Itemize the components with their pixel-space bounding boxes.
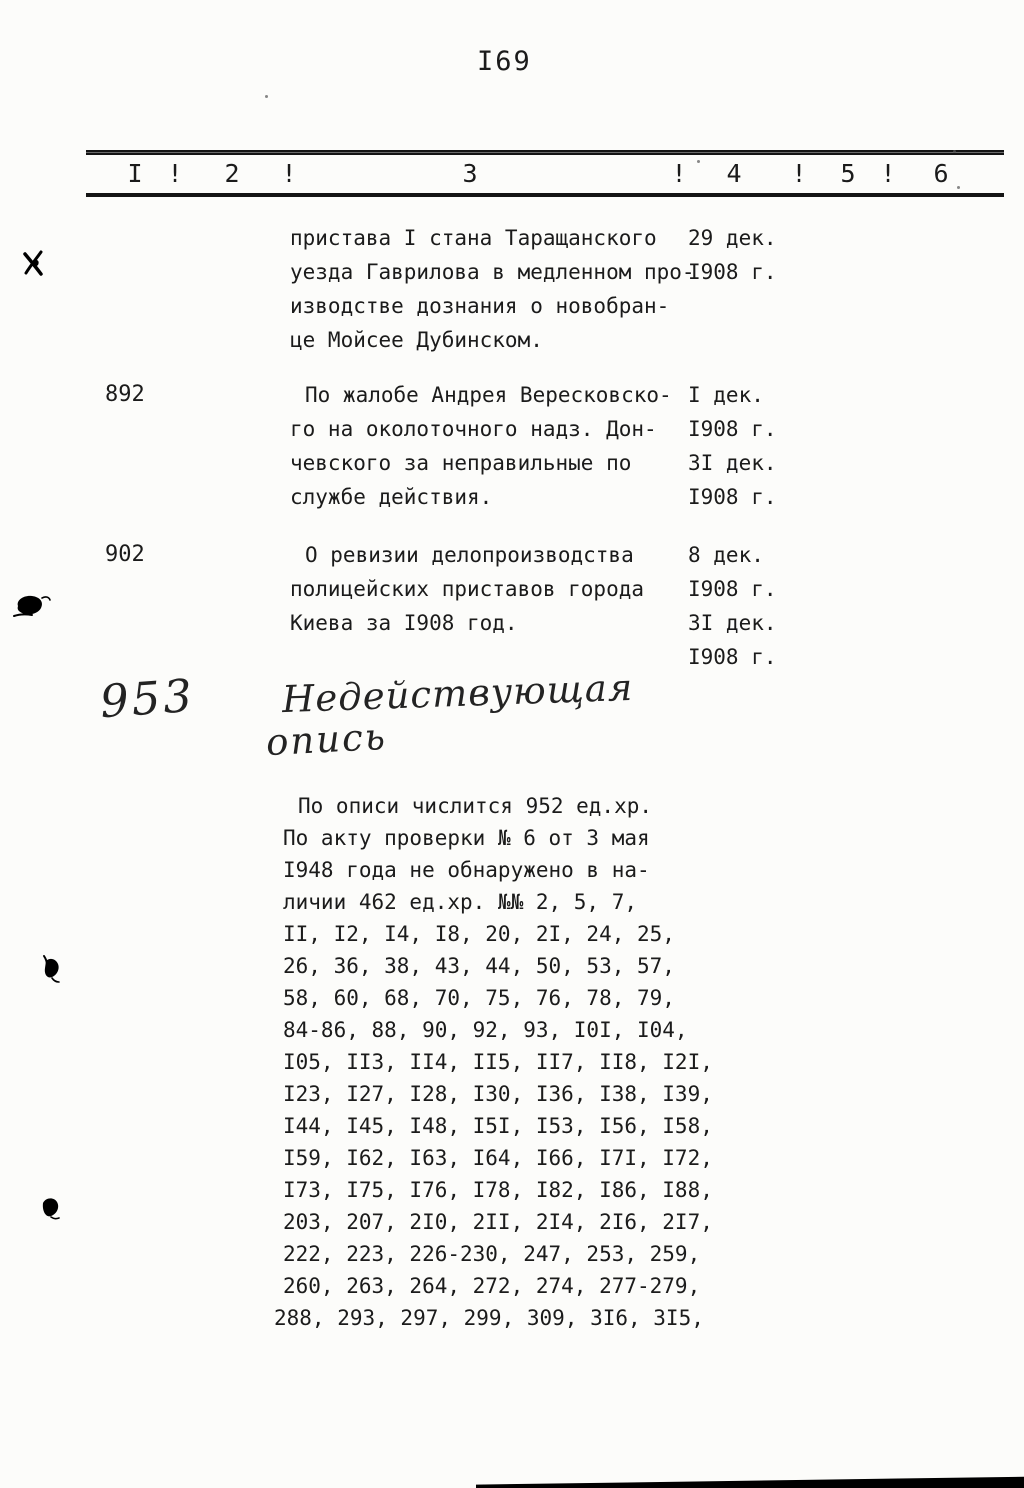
summary-line: 260, 263, 264, 272, 274, 277-279, xyxy=(283,1274,701,1298)
speck xyxy=(265,95,268,98)
speck xyxy=(953,150,956,153)
entry-date-line: I дек. xyxy=(688,383,764,407)
column-separator: ! xyxy=(791,159,807,188)
ink-mark xyxy=(12,592,52,624)
entry-date-line: 3I дек. xyxy=(688,611,777,635)
summary-line: I948 года не обнаружено в на- xyxy=(283,858,650,882)
entry-date-line: I908 г. xyxy=(688,260,777,284)
entry-date-line: 29 дек. xyxy=(688,226,777,250)
entry-dates xyxy=(688,538,808,674)
scan-edge-artifact xyxy=(476,1476,1024,1488)
entry-dates xyxy=(688,221,808,289)
summary-line: личии 462 ед.хр. №№ 2, 5, 7, xyxy=(283,890,638,914)
entry-description xyxy=(290,538,700,640)
entry-description-line: це Мойсее Дубинском. xyxy=(290,328,543,352)
entry-date-line: I908 г. xyxy=(688,417,777,441)
column-label-6: 6 xyxy=(933,159,949,188)
summary-line: 58, 60, 68, 70, 75, 76, 78, 79, xyxy=(283,986,675,1010)
summary-line: I59, I62, I63, I64, I66, I7I, I72, xyxy=(283,1146,713,1170)
summary-line: I23, I27, I28, I30, I36, I38, I39, xyxy=(283,1082,713,1106)
entry-description xyxy=(290,221,700,357)
entry-dates xyxy=(688,378,808,514)
entry-number: 892 xyxy=(105,382,145,407)
handwritten-note-line: опись xyxy=(264,714,388,765)
column-separator: ! xyxy=(281,159,297,188)
ink-mark xyxy=(22,248,46,278)
summary-line: 84-86, 88, 90, 92, 93, I0I, I04, xyxy=(283,1018,688,1042)
summary-line: 203, 207, 2I0, 2II, 2I4, 2I6, 2I7, xyxy=(283,1210,713,1234)
entry-description-line: службе действия. xyxy=(290,485,493,509)
entry-description-line: изводстве дознания о новобран- xyxy=(290,294,670,318)
summary-line: I73, I75, I76, I78, I82, I86, I88, xyxy=(283,1178,713,1202)
column-separator: ! xyxy=(167,159,183,188)
entry-description-line: го на околоточного надз. Дон- xyxy=(290,417,657,441)
entry-date-line: I908 г. xyxy=(688,577,777,601)
summary-line: I05, II3, II4, II5, II7, II8, I2I, xyxy=(283,1050,713,1074)
summary-line: I44, I45, I48, I5I, I53, I56, I58, xyxy=(283,1114,713,1138)
entry-description-line: полицейских приставов города xyxy=(290,577,645,601)
summary-line: 26, 36, 38, 43, 44, 50, 53, 57, xyxy=(283,954,675,978)
summary-line: По описи числится 952 ед.хр. xyxy=(298,794,653,818)
entry-description-line: О ревизии делопроизводства xyxy=(305,543,634,567)
entry-description-line: чевского за неправильные по xyxy=(290,451,632,475)
entry-description-line: По жалобе Андрея Вересковско- xyxy=(305,383,672,407)
handwritten-note-line: Недействующая xyxy=(281,665,634,722)
column-label-5: 5 xyxy=(840,159,856,188)
entry-description-line: Киева за I908 год. xyxy=(290,611,518,635)
handwritten-number: 953 xyxy=(98,668,197,729)
ink-mark xyxy=(38,1193,64,1223)
column-label-3: 3 xyxy=(462,159,478,188)
column-label-1: I xyxy=(127,159,143,188)
entry-description-line: пристава I стана Таращанского xyxy=(290,226,657,250)
summary-line: II, I2, I4, I8, 20, 2I, 24, 25, xyxy=(283,922,675,946)
entry-number: 902 xyxy=(105,542,145,567)
column-label-2: 2 xyxy=(224,159,240,188)
column-separator: ! xyxy=(880,159,896,188)
column-separator: ! xyxy=(671,159,687,188)
table-header-rule-top xyxy=(86,150,1004,155)
entry-date-line: I908 г. xyxy=(688,645,777,669)
page-number: I69 xyxy=(477,46,532,77)
column-label-4: 4 xyxy=(726,159,742,188)
entry-description xyxy=(290,378,700,514)
entry-description-line: уезда Гаврилова в медленном про- xyxy=(290,260,695,284)
table-header-rule-bottom xyxy=(86,193,1004,197)
summary-line: По акту проверки № 6 от 3 мая xyxy=(283,826,650,850)
entry-date-line: 8 дек. xyxy=(688,543,764,567)
ink-mark xyxy=(40,953,66,985)
speck xyxy=(957,186,960,189)
speck xyxy=(697,160,700,163)
summary-line: 288, 293, 297, 299, 309, 3I6, 3I5, xyxy=(274,1306,704,1330)
entry-date-line: 3I дек. xyxy=(688,451,777,475)
entry-date-line: I908 г. xyxy=(688,485,777,509)
summary-paragraph xyxy=(274,790,743,1334)
summary-line: 222, 223, 226-230, 247, 253, 259, xyxy=(283,1242,701,1266)
